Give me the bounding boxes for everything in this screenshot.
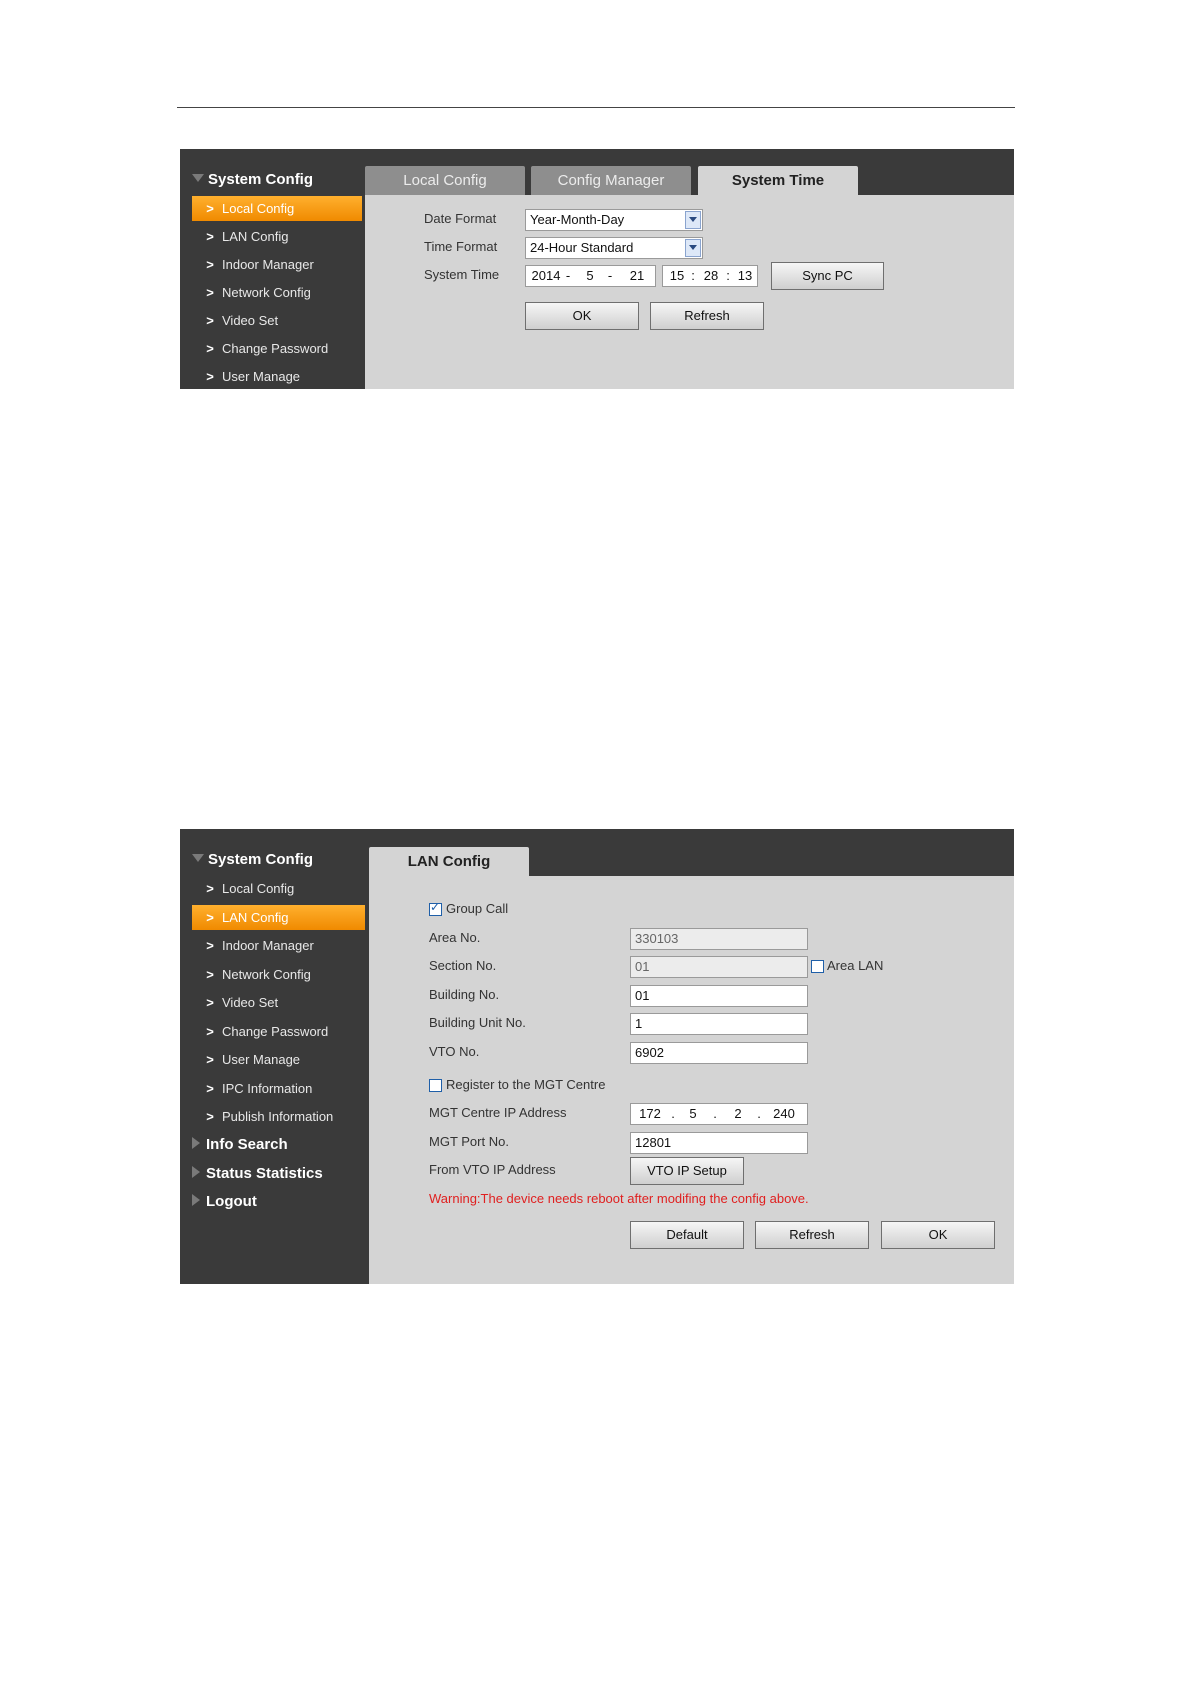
sidebar-item-video-set[interactable] [192, 990, 365, 1015]
date-format-label: Date Format [424, 211, 497, 226]
sidebar-group-logout[interactable] [192, 1193, 257, 1210]
sidebar-item-label: Local Config [222, 881, 295, 896]
sidebar-item-label: Indoor Manager [222, 938, 314, 953]
refresh-button[interactable]: Refresh [755, 1221, 869, 1249]
time-separator: : [691, 268, 695, 283]
sidebar-item-ipc-information[interactable] [192, 1076, 365, 1101]
sidebar-item-user-manage[interactable] [192, 364, 362, 389]
chevron-right-icon: > [206, 341, 214, 356]
sidebar-group-info-search[interactable] [192, 1136, 288, 1153]
sidebar-item-local-config[interactable] [192, 876, 365, 901]
tab-config-manager[interactable]: Config Manager [531, 166, 691, 195]
building-unit-input[interactable]: 1 [630, 1013, 808, 1035]
sidebar-item-label: Video Set [222, 995, 279, 1010]
sidebar-group-label: Status Statistics [206, 1165, 323, 1182]
chevron-right-icon: > [206, 313, 214, 328]
sidebar-item-label: IPC Information [222, 1081, 313, 1096]
group-call-checkbox[interactable] [429, 903, 442, 916]
ip-dot: . [671, 1106, 675, 1121]
sidebar-item-network-config[interactable] [192, 962, 365, 987]
area-lan-label: Area LAN [827, 958, 884, 973]
dropdown-arrow-icon[interactable] [685, 239, 701, 257]
building-unit-label: Building Unit No. [429, 1015, 526, 1030]
sidebar [180, 149, 365, 389]
date-format-select[interactable] [525, 209, 703, 231]
sidebar-item-indoor-manager[interactable] [192, 933, 365, 958]
register-mgt-checkbox[interactable] [429, 1079, 442, 1092]
chevron-right-icon: > [206, 995, 214, 1010]
sidebar-item-publish-information[interactable] [192, 1104, 365, 1129]
date-separator: - [565, 268, 571, 283]
tab-lan-config[interactable]: LAN Config [369, 847, 529, 876]
chevron-right-icon: > [206, 201, 214, 216]
chevron-right-icon: > [206, 1109, 214, 1124]
lan-config-screenshot [180, 829, 1014, 1284]
sidebar-group-label: System Config [208, 851, 314, 868]
tab-bar [365, 149, 1014, 195]
sidebar-item-label: Change Password [222, 1024, 329, 1039]
building-no-label: Building No. [429, 987, 500, 1002]
time-format-label: Time Format [424, 239, 498, 254]
year-input[interactable]: 2014 [531, 268, 561, 283]
minute-input[interactable]: 28 [703, 268, 719, 283]
triangle-right-icon [192, 1194, 200, 1206]
chevron-right-icon: > [206, 881, 214, 896]
ip-octet-4[interactable]: 240 [773, 1106, 795, 1121]
mgt-ip-label: MGT Centre IP Address [429, 1105, 567, 1120]
ip-octet-1[interactable]: 172 [639, 1106, 661, 1121]
sidebar-group-label: Info Search [206, 1136, 288, 1153]
chevron-right-icon: > [206, 369, 214, 384]
group-call-label: Group Call [446, 901, 509, 916]
from-vto-label: From VTO IP Address [429, 1162, 556, 1177]
mgt-port-input[interactable]: 12801 [630, 1132, 808, 1154]
sidebar-item-change-password[interactable] [192, 1019, 365, 1044]
vto-ip-setup-button[interactable]: VTO IP Setup [630, 1157, 744, 1185]
month-input[interactable]: 5 [586, 268, 594, 283]
area-lan-checkbox[interactable] [811, 960, 824, 973]
triangle-down-icon [192, 854, 204, 862]
sidebar-item-indoor-manager[interactable] [192, 252, 362, 277]
sidebar-item-lan-config[interactable] [192, 224, 362, 249]
time-separator: : [726, 268, 730, 283]
second-input[interactable]: 13 [737, 268, 753, 283]
sidebar-item-label: User Manage [222, 369, 301, 384]
triangle-right-icon [192, 1166, 200, 1178]
page-header-rule [177, 107, 1015, 108]
sidebar-group-label: System Config [208, 171, 314, 188]
ip-octet-3[interactable]: 2 [734, 1106, 742, 1121]
tab-local-config[interactable]: Local Config [365, 166, 525, 195]
ok-button[interactable]: OK [881, 1221, 995, 1249]
system-time-screenshot [180, 149, 1014, 389]
chevron-right-icon: > [206, 938, 214, 953]
section-no-input: 01 [630, 956, 808, 978]
date-format-value: Year-Month-Day [530, 212, 625, 227]
triangle-right-icon [192, 1137, 200, 1149]
tab-bar [369, 829, 1014, 876]
chevron-right-icon: > [206, 1024, 214, 1039]
sidebar-item-network-config[interactable] [192, 280, 362, 305]
sidebar-group-system-config[interactable] [192, 171, 313, 188]
content-area [365, 149, 1014, 389]
sidebar-item-label: User Manage [222, 1052, 301, 1067]
ok-button[interactable]: OK [525, 302, 639, 330]
time-format-value: 24-Hour Standard [530, 240, 634, 255]
hour-input[interactable]: 15 [669, 268, 685, 283]
sidebar-item-lan-config[interactable] [192, 905, 365, 930]
sidebar-item-user-manage[interactable] [192, 1047, 365, 1072]
chevron-right-icon: > [206, 967, 214, 982]
date-input[interactable] [525, 265, 656, 287]
lan-config-form [369, 876, 1014, 1284]
chevron-right-icon: > [206, 285, 214, 300]
chevron-right-icon: > [206, 229, 214, 244]
system-time-form [365, 195, 1014, 389]
sidebar-item-video-set[interactable] [192, 308, 362, 333]
sidebar-group-system-config[interactable] [192, 851, 313, 868]
sidebar-item-label: Network Config [222, 967, 311, 982]
triangle-down-icon [192, 174, 204, 182]
chevron-right-icon: > [206, 257, 214, 272]
tab-system-time[interactable]: System Time [698, 166, 858, 195]
mgt-port-label: MGT Port No. [429, 1134, 509, 1149]
time-input[interactable] [662, 265, 758, 287]
sidebar-item-local-config[interactable] [192, 196, 362, 221]
sidebar-item-label: Change Password [222, 341, 329, 356]
time-format-select[interactable] [525, 237, 703, 259]
day-input[interactable]: 21 [629, 268, 645, 283]
sidebar-group-status-statistics[interactable] [192, 1165, 323, 1182]
sidebar-item-label: Video Set [222, 313, 279, 328]
sidebar-item-change-password[interactable] [192, 336, 362, 361]
dropdown-arrow-icon[interactable] [685, 211, 701, 229]
reboot-warning: Warning:The device needs reboot after modifing the config above. [429, 1191, 809, 1206]
sidebar [180, 829, 369, 1284]
chevron-right-icon: > [206, 1081, 214, 1096]
sync-pc-button[interactable]: Sync PC [771, 262, 884, 290]
refresh-button[interactable]: Refresh [650, 302, 764, 330]
vto-no-label: VTO No. [429, 1044, 480, 1059]
area-no-label: Area No. [429, 930, 481, 945]
sidebar-group-label: Logout [206, 1193, 257, 1210]
chevron-right-icon: > [206, 1052, 214, 1067]
ip-octet-2[interactable]: 5 [689, 1106, 697, 1121]
register-mgt-label: Register to the MGT Centre [446, 1077, 606, 1092]
vto-no-input[interactable]: 6902 [630, 1042, 808, 1064]
sidebar-item-label: Publish Information [222, 1109, 334, 1124]
system-time-label: System Time [424, 267, 500, 282]
ip-dot: . [713, 1106, 717, 1121]
chevron-right-icon: > [206, 910, 214, 925]
section-no-label: Section No. [429, 958, 497, 973]
date-separator: - [607, 268, 613, 283]
sidebar-item-label: Network Config [222, 285, 311, 300]
sidebar-item-label: Indoor Manager [222, 257, 314, 272]
mgt-ip-input[interactable] [630, 1103, 808, 1125]
content-area [369, 829, 1014, 1284]
sidebar-item-label: LAN Config [222, 910, 289, 925]
area-no-input: 330103 [630, 928, 808, 950]
sidebar-item-label: LAN Config [222, 229, 289, 244]
building-no-input[interactable]: 01 [630, 985, 808, 1007]
default-button[interactable]: Default [630, 1221, 744, 1249]
ip-dot: . [757, 1106, 761, 1121]
sidebar-item-label: Local Config [222, 201, 295, 216]
